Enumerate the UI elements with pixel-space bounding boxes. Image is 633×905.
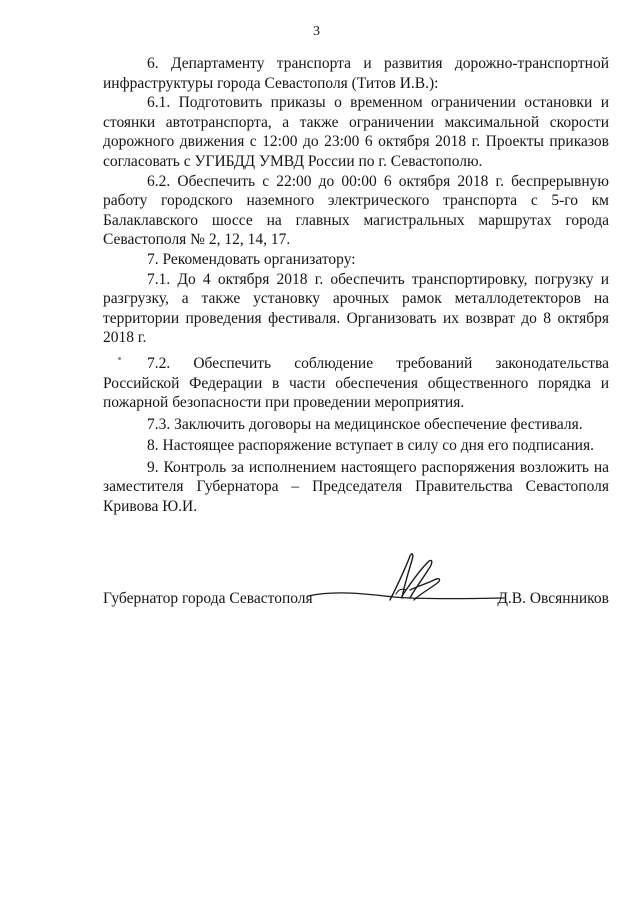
signatory-name: Д.В. Овсянников <box>497 590 609 607</box>
paragraph-7-3: 7.3. Заключить договоры на медицинское обеспечение фестиваля. <box>147 415 583 433</box>
paragraph-9: 9. Контроль за исполнением настоящего распоряжения возложить на заместителя Губернатора – Председателя Правительства Севастополя Кривова Ю.И. <box>103 458 609 516</box>
handwritten-signature <box>306 550 506 606</box>
paragraph-7-1: 7.1. До 4 октября 2018 г. обеспечить транспортировку, погрузку и разгрузку, а также установку арочных рамок металлодетекторов на территории проведения фестиваля. Организовать их возврат до 8 октября 2018 г. <box>103 270 609 347</box>
signatory-title: Губернатор города Севастополя <box>103 590 313 607</box>
signature-block <box>103 578 609 608</box>
paragraph-8: 8. Настоящее распоряжение вступает в силу со дня его подписания. <box>147 437 594 455</box>
page-number: 3 <box>313 24 320 39</box>
paragraph-6-2: 6.2. Обеспечить с 22:00 до 00:00 6 октября 2018 г. беспрерывную работу городского наземного электрического транспорта с 5-го км Балаклавского шоссе на главных магистральных маршрутах города Севастополя № 2, 12, 14, 17. <box>103 172 609 249</box>
paragraph-6: 6. Департаменту транспорта и развития дорожно-транспортной инфраструктуры города Севастополя (Титов И.В.): <box>103 55 609 92</box>
scan-speck <box>118 357 121 360</box>
paragraph-7: 7. Рекомендовать организатору: <box>147 250 356 268</box>
paragraph-7-2: 7.2. Обеспечить соблюдение требований законодательства Российской Федерации в части обеспечения общественного порядка и пожарной безопасности при проведении мероприятия. <box>103 354 609 412</box>
document-body <box>103 54 609 517</box>
paragraph-6-1: 6.1. Подготовить приказы о временном ограничении остановки и стоянки автотранспорта, а также ограничении максимальной скорости дорожного движения с 12:00 до 23:00 6 октября 2018 г. Проекты приказов согласовать с УГИБДД УМВД России по г. Севастополю. <box>103 94 609 170</box>
